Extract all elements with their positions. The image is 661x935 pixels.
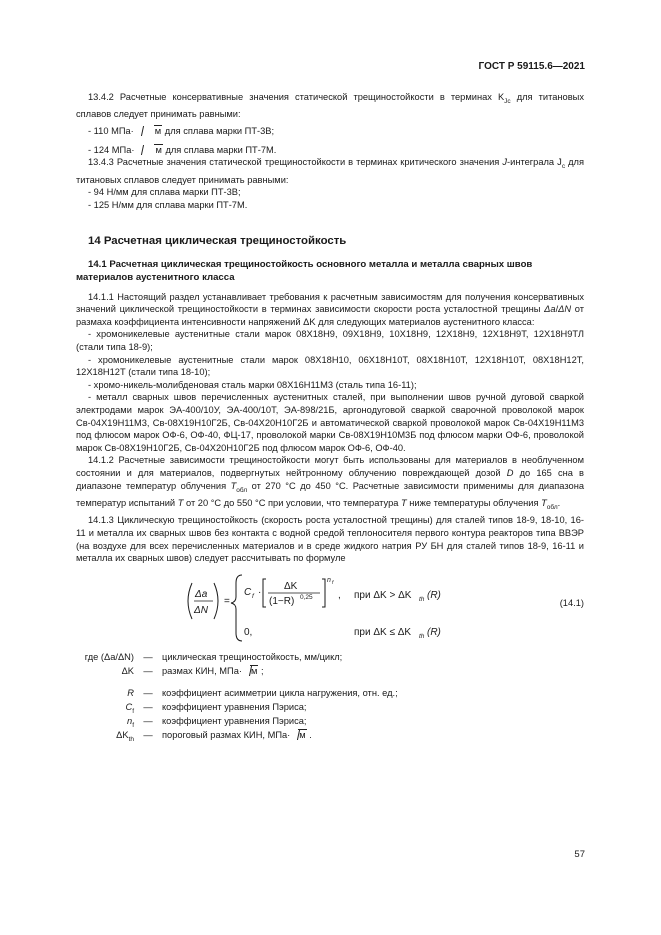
paragraph-13-4-3: 13.4.3 Расчетные значения статической трещиностойкости в терминах критического значения J-интеграла $J_c$ для титановых сплавов следует принимать равными: <box>76 157 585 185</box>
document-body <box>76 91 584 743</box>
paragraph-14-1-1: 14.1.1 Настоящий раздел устанавливает требования к расчетным зависимостям для получения консервативных значений циклической трещиностойкости в терминах зависимости скорости роста усталостной трещины Δa/ΔN от размаха коэффициента интенсивности напряжений ΔK для следующих материалов аустенитного класса: <box>76 291 585 327</box>
definition-row: ΔK — размах КИН, МПа· м ; <box>121 665 264 676</box>
svg-text:(R): (R) <box>427 626 441 638</box>
paragraph-14-1-2: 14.1.2 Расчетные зависимости трещиностойкости могут быть использованы для материалов в необлученном состоянии и для материалов, подвергнутых нейтронному облучению повреждающей дозой D до 165 сна в диапазоне температур облучения $T_{обл}$ от 270 °С до 450 °С. Расчетные зависимости применимы для диапазона температур испытаний T от 20 °С до 550 °С при условии, что температура T ниже температуры облучения $T_{обл}$. <box>76 455 585 511</box>
svg-text:=: = <box>224 595 230 607</box>
subsection-title: 14.1 Расчетная циклическая трещиностойкость основного металла и металла сварных швов материалов аустенитного класса <box>76 259 533 284</box>
formula-14-1 <box>76 571 584 643</box>
list-item: - хромоникелевые аустенитные стали марок 08Х18Н9, 09Х18Н9, 10Х18Н9, 12Х18Н9, 12Х18Н9Т, 12Х18Н9ТЛ (стали типа 18-9); <box>76 329 584 353</box>
sqrt-symbol: м <box>291 729 306 742</box>
list-item: - металл сварных швов перечисленных аустенитных сталей, при выполнении швов ручной дуговой сваркой электродами марок ЭА-400/10У, ЭА-400/10Т, ЭА-898/21Б, аргонодуговой сваркой сварочной проволокой марок Св-04Х19Н11М3, Св-08Х19Н10Г2Б, Св-04Х20Н10Г2Б и автоматической сваркой проволокой марок Св-04Х19Н11М3 под флюсом марок ОФ-6, ОФ-40, ФЦ-17, проволокой марки Св-08Х19Н10М3Б под флюсом марки ОФ-6, проволокой марок Св-08Х19Н10Г2Б, Св-04Х20Н10Г2Б под флюсом марок ОФ-6, ОФ-40. <box>76 392 584 453</box>
svg-text:f: f <box>332 579 334 586</box>
svg-text:th: th <box>419 632 425 640</box>
definition-row: R — коэффициент асимметрии цикла нагружения, отн. ед.; <box>127 687 398 698</box>
svg-text:,: , <box>338 589 341 601</box>
document-code: ГОСТ Р 59115.6—2021 <box>478 61 585 72</box>
paragraph-14-1-3: 14.1.3 Циклическую трещиностойкость (скорость роста усталостной трещины) для сталей типов 18-9, 18-10, 16-11 и металла их сварных швов без контакта с водной средой теплоносителя первого контура реакторов типа ВВЭР (на воздухе для всех перечисленных материалов и в среде жидкого натрия РУ БН для сталей типов 18-9, 16-11 и металла их сварных швов) следует рассчитывать по формуле <box>76 515 584 564</box>
list-item: - хромоникелевые аустенитные стали марок 08Х18Н10, 06Х18Н10Т, 08Х18Н10Т, 12Х18Н10Т, 08Х18Н12Т, 12Х18Н12Т (стали типа 18-10); <box>76 354 584 378</box>
sqrt-symbol: м <box>135 125 162 138</box>
svg-text:(R): (R) <box>427 589 441 601</box>
fraction-numerator: ΔK <box>284 580 298 592</box>
condition-1: при ΔK > ΔK <box>354 589 412 601</box>
section-title: 14 Расчетная циклическая трещиностойкость <box>88 235 347 248</box>
formula-number: (14.1) <box>559 597 584 608</box>
condition-2: при ΔK ≤ ΔK <box>354 626 412 638</box>
list-item: - хромо-никель-молибденовая сталь марки 08Х16Н11М3 (сталь типа 16-11); <box>88 379 417 390</box>
sqrt-symbol: м <box>135 144 162 157</box>
definitions-list <box>76 651 584 743</box>
definition-row: где (Δa/ΔN) — циклическая трещиностойкость, мм/цикл; <box>84 651 343 662</box>
svg-text:0,25: 0,25 <box>300 593 313 601</box>
coefficient-cf: C <box>244 586 252 598</box>
list-item: - 124 МПа· м для сплава марки ПТ-7М. <box>88 144 277 155</box>
page-number: 57 <box>574 849 585 860</box>
fraction-denominator: (1−R) <box>269 595 295 607</box>
zero-case: 0, <box>244 626 253 638</box>
lhs-denominator: ΔN <box>194 604 208 616</box>
list-item: - 94 Н/мм для сплава марки ПТ-3В; <box>88 187 241 198</box>
list-item: - 110 МПа· м для сплава марки ПТ-3В; <box>88 126 275 137</box>
list-item: - 125 Н/мм для сплава марки ПТ-7М. <box>88 199 248 210</box>
svg-text:·: · <box>258 586 262 598</box>
definition-row: $C_f$ — коэффициент уравнения Пэриса; <box>125 701 307 715</box>
definition-row: $n_f$ — коэффициент уравнения Пэриса; <box>127 715 307 729</box>
svg-text:f: f <box>252 592 254 600</box>
lhs-numerator: Δa <box>195 588 208 600</box>
formula-svg <box>76 571 584 643</box>
definition-row: $\Delta K_{th}$ — пороговый размах КИН, МПа· м . <box>116 729 312 743</box>
svg-text:th: th <box>419 595 425 603</box>
sqrt-symbol: м <box>243 665 258 678</box>
svg-text:n: n <box>327 576 331 584</box>
paragraph-13-4-2: 13.4.2 Расчетные консервативные значения статической трещиностойкости в терминах $K_{Jc}$ для титановых сплавов следует принимать равными: <box>76 92 584 120</box>
